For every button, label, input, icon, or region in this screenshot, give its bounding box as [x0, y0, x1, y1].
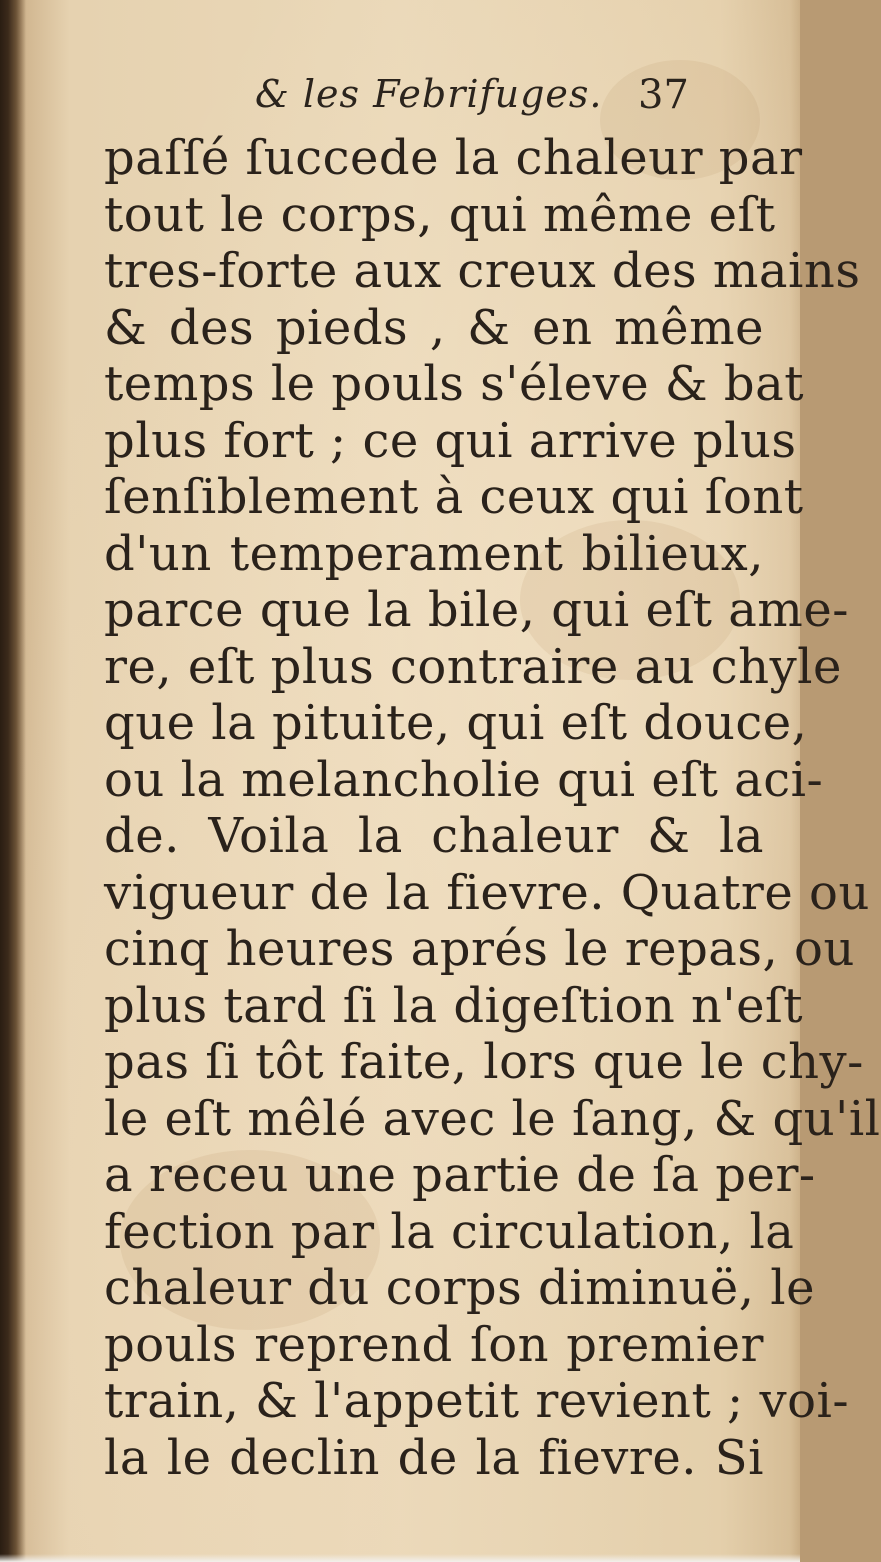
- text-line: fection par la circulation, la: [104, 1203, 795, 1260]
- text-line: cinq heures aprés le repas, ou: [104, 921, 855, 977]
- text-line: que la pituite, qui eſt douce,: [104, 695, 808, 751]
- text-line: d'un temperament bilieux,: [104, 525, 764, 582]
- text-line: plus tard ſi la digeſtion n'eſt: [104, 977, 804, 1034]
- page-bottom-edge: [0, 1554, 800, 1562]
- page-header: [255, 60, 755, 130]
- page-number: 37: [638, 72, 689, 118]
- text-line: ſenſiblement à ceux qui ſont: [104, 469, 804, 525]
- text-line: le eſt mêlé avec le ſang, & qu'il: [104, 1090, 881, 1147]
- text-line: re, eſt plus contraire au chyle: [104, 638, 842, 695]
- text-line: pouls reprend ſon premier: [104, 1316, 764, 1373]
- text-line: vigueur de la fievre. Quatre ou: [104, 864, 870, 921]
- body-text: [104, 130, 881, 1486]
- text-line: de. Voila la chaleur & la: [104, 808, 764, 864]
- text-line: ou la melancholie qui eſt aci-: [104, 751, 824, 808]
- text-line: chaleur du corps diminuë, le: [104, 1260, 815, 1316]
- book-binding-shadow: [0, 0, 26, 1562]
- text-line: tres-forte aux creux des mains: [104, 243, 861, 299]
- text-line: & des pieds , & en même: [104, 299, 764, 356]
- text-line: paſſé ſuccede la chaleur par: [104, 130, 803, 186]
- running-title: & les Febrifuges.: [255, 72, 603, 116]
- text-line: plus fort ; ce qui arrive plus: [104, 412, 797, 469]
- text-line: tout le corps, qui même eſt: [104, 186, 776, 243]
- text-line: la le declin de la fievre. Si: [104, 1429, 764, 1486]
- text-line: parce que la bile, qui eſt ame-: [104, 582, 849, 638]
- text-line: train, & l'appetit revient ; voi-: [104, 1373, 850, 1429]
- text-line: temps le pouls s'éleve & bat: [104, 356, 805, 412]
- text-line: a receu une partie de ſa per-: [104, 1147, 816, 1203]
- text-line: pas ſi tôt faite, lors que le chy-: [104, 1034, 864, 1090]
